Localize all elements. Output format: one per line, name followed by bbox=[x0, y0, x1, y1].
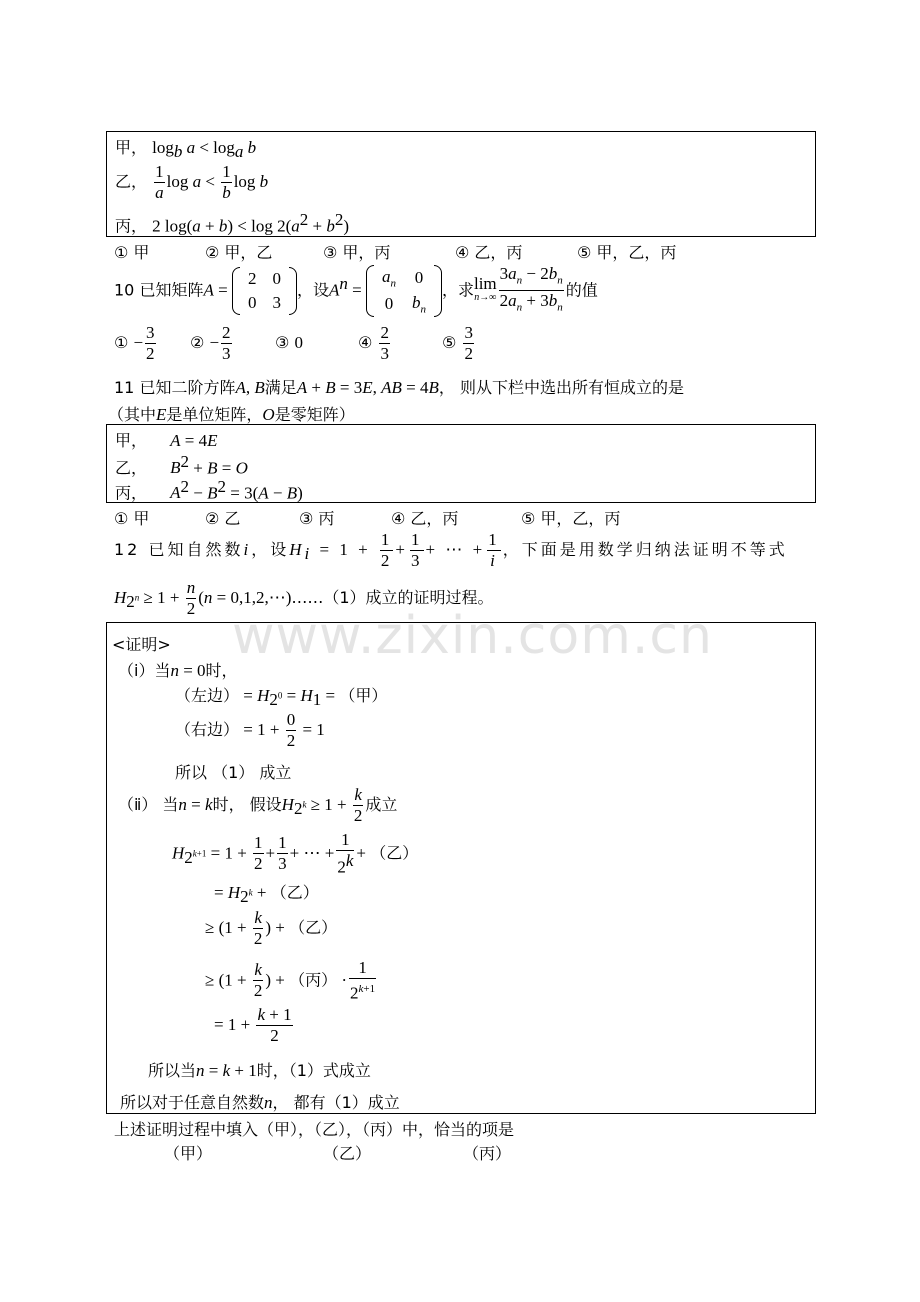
proof-final: 所以对于任意自然数n， 都有（1）成立 bbox=[120, 1093, 400, 1112]
proof-step-5: = 1 + $\frac{k + 1}{2}$ bbox=[214, 1005, 292, 1045]
question-12-inequality: $H_{2^n} \ge 1$ + $\frac{n}{2}$ (n = 0,1,2,⋯)……（1）成立的证明过程。 bbox=[114, 578, 494, 618]
q10-option-3: ③ 0 bbox=[275, 333, 303, 352]
footer-col-bing: （丙） bbox=[463, 1144, 512, 1163]
q9-option-3: ③ 甲，丙 bbox=[323, 243, 391, 262]
q9-option-1: ① 甲 bbox=[114, 243, 150, 262]
question-10: 10 已知矩阵A = 2 0 0 3 ，设$A^n$ = $a_n$ 0 0 $b_n$ ，求lim n→∞ $\frac{3a_n - 2b_n}{2a_n + 3b_n}$ 的值 bbox=[114, 264, 598, 316]
watermark: www.zixin.com.cn bbox=[232, 606, 713, 666]
footer-col-yi: （乙） bbox=[323, 1144, 372, 1163]
proof-left-side: （左边） = $H_{2^0} = H_1$ = （甲） bbox=[175, 686, 388, 710]
proof-case-ii: （ⅱ） 当n = k时， 假设$H_{2^k} \ge 1$ + $\frac{k}{2}$ 成立 bbox=[118, 785, 398, 825]
question-11: 11 已知二阶方阵A, B满足A + B = 3E, AB = 4B， 则从下栏中选出所有恒成立的是 bbox=[114, 378, 684, 397]
box2-row-jia: 甲， A = 4E bbox=[115, 431, 218, 450]
proof-step-1: $H_{2^{k+1}} = 1$ + $\frac{1}{2}$ + $\frac{1}{3}$ + ⋯ + $\frac{1}{2^k}$ + （乙） bbox=[172, 830, 419, 877]
question-12: 12 已知自然数i，设$H_i = 1$ + $\frac{1}{2}$ + $\frac{1}{3}$ + ⋯ + $\frac{1}{i}$ ，下面是用数学归纳法证明不等式 bbox=[114, 530, 788, 570]
q10-option-5: ⑤ $\frac{3}{2}$ bbox=[442, 323, 473, 363]
proof-head: <证明> bbox=[112, 635, 171, 654]
q11-option-2: ② 乙 bbox=[205, 509, 241, 528]
q11-option-1: ① 甲 bbox=[114, 509, 150, 528]
box1-row-yi: 乙， $\frac{1}{a}$ log a < $\frac{1}{b}$ log b bbox=[115, 162, 269, 202]
proof-step-3: ≥ (1 + $\frac{k}{2}$ ) + （乙） bbox=[205, 908, 338, 948]
q11-option-4: ④ 乙，丙 bbox=[391, 509, 459, 528]
proof-right-side: （右边） = 1 + $\frac{0}{2}$ = 1 bbox=[175, 710, 325, 750]
q9-option-5: ⑤ 甲，乙，丙 bbox=[577, 243, 677, 262]
box2-row-bing: 丙， $A^2 - B^2 = 3(A - B)$ bbox=[115, 477, 303, 503]
proof-case-i: （ⅰ）当n = 0时， bbox=[118, 661, 238, 680]
proof-so-k1: 所以当n = k + 1时，（1）式成立 bbox=[148, 1061, 371, 1080]
footer-question: 上述证明过程中填入（甲），（乙），（丙）中，恰当的项是 bbox=[114, 1120, 515, 1139]
q10-option-1: ① − $\frac{3}{2}$ bbox=[114, 323, 155, 363]
box2-row-yi: 乙， $B^2 + B = O$ bbox=[115, 452, 248, 478]
q11-option-3: ③ 丙 bbox=[299, 509, 335, 528]
footer-col-jia: （甲） bbox=[164, 1144, 213, 1163]
q10-option-4: ④ $\frac{2}{3}$ bbox=[358, 323, 389, 363]
question-11-note: （其中E是单位矩阵，O是零矩阵） bbox=[108, 405, 355, 424]
proof-step-4: ≥ (1 + $\frac{k}{2}$ ) + （丙） · $\frac{1}{2^{k+1}}$ bbox=[205, 958, 376, 1003]
box1-row-bing: 丙， 2 $\log(a + b) < \log 2(a^2 + b^2)$ bbox=[115, 210, 349, 236]
q10-option-2: ② − $\frac{2}{3}$ bbox=[190, 323, 231, 363]
q9-option-4: ④ 乙，丙 bbox=[455, 243, 523, 262]
proof-step-2: = $H_{2^k}$ + （乙） bbox=[214, 883, 319, 907]
proof-so-holds: 所以 （1） 成立 bbox=[175, 763, 292, 782]
q9-option-2: ② 甲，乙 bbox=[205, 243, 273, 262]
q11-option-5: ⑤ 甲，乙，丙 bbox=[521, 509, 621, 528]
box1-row-jia: 甲， $\log_b a < \log_a b$ bbox=[115, 138, 257, 162]
